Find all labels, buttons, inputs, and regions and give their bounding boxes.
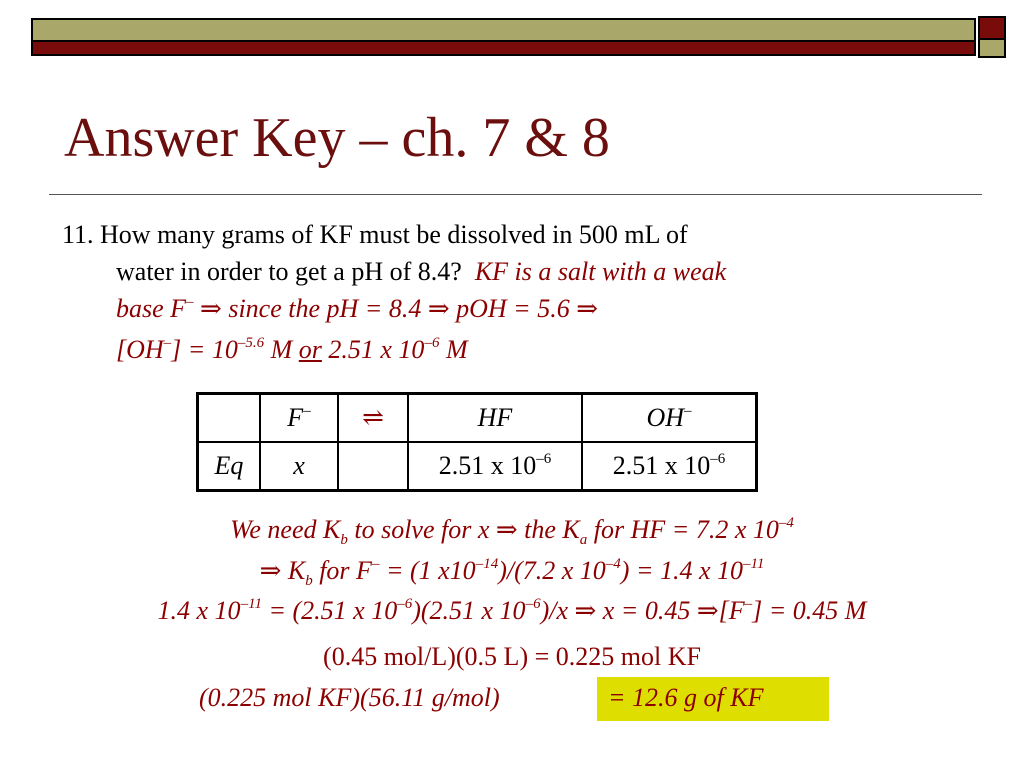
ice-table — [196, 392, 758, 492]
ice-f-sup: – — [303, 403, 311, 419]
title-divider — [49, 194, 982, 195]
work-line-2 — [0, 556, 1024, 589]
w1-a: We need K — [230, 515, 341, 544]
w2-d: )/(7.2 x 10 — [498, 556, 606, 585]
question-block — [62, 216, 962, 368]
w3-sup-4: – — [744, 596, 753, 612]
ice-header-equilibrium-arrow: ⇌ — [338, 394, 408, 443]
ice-cell-empty — [338, 442, 408, 491]
ice-f-text: F — [287, 403, 304, 432]
ice-cell-hf — [408, 442, 582, 491]
w3-d: )/x ⇒ x = 0.45 ⇒[F — [540, 596, 745, 625]
ice-eq-row — [198, 442, 757, 491]
slide-title: Answer Key – ch. 7 & 8 — [64, 107, 610, 169]
w2-sup-2: –14 — [475, 556, 499, 572]
w1-sub-1: b — [340, 532, 348, 548]
question-line-3 — [62, 290, 962, 327]
ice-header-row — [198, 394, 757, 443]
w3-sup-3: –6 — [525, 596, 541, 612]
question-line-1: 11. How many grams of KF must be dissolved in 500 mL of — [62, 220, 688, 249]
w1-sub-2: a — [579, 532, 588, 548]
w3-b: = (2.51 x 10 — [261, 596, 398, 625]
w3-sup-1: –11 — [240, 596, 262, 612]
ice-header-empty — [198, 394, 261, 443]
question-line-4 — [62, 331, 962, 368]
w3-sup-2: –6 — [397, 596, 413, 612]
line4-part-b: ] = 10 — [171, 335, 238, 364]
line3-part-b: ⇒ since the pH = 8.4 ⇒ pOH = 5.6 ⇒ — [193, 294, 599, 323]
w2-sup-1: – — [371, 556, 380, 572]
ice-hf-sup: –6 — [536, 451, 552, 467]
work-line-3 — [0, 596, 1024, 626]
line4-sup-3: –6 — [424, 335, 440, 351]
w3-e: ] = 0.45 M — [752, 596, 867, 625]
line4-part-c: M — [264, 335, 299, 364]
w3-a: 1.4 x 10 — [157, 596, 241, 625]
answer-text-red: KF is a salt with a weak — [474, 257, 727, 286]
ice-row-label: Eq — [198, 442, 261, 491]
ice-header-f — [260, 394, 338, 443]
ice-header-hf: HF — [408, 394, 582, 443]
line4-part-e: M — [439, 335, 468, 364]
question-line-2 — [62, 253, 962, 290]
line3-part-a: base F — [116, 294, 187, 323]
work-line-5: (0.225 mol KF)(56.11 g/mol) — [199, 683, 500, 712]
w1-sup: –4 — [778, 515, 794, 531]
line4-or: or — [298, 335, 322, 364]
ice-oh-sup: – — [684, 403, 692, 419]
w2-sup-3: –4 — [605, 556, 621, 572]
ice-cell-x: x — [260, 442, 338, 491]
ice-header-oh — [582, 394, 757, 443]
work-line-1 — [0, 515, 1024, 548]
line3-sup: – — [186, 294, 194, 310]
corner-square-olive — [978, 40, 1006, 58]
ice-cell-oh — [582, 442, 757, 491]
ice-oh-text: OH — [646, 403, 685, 432]
w2-sup-4: –11 — [743, 556, 765, 572]
work-line-4: (0.45 mol/L)(0.5 L) = 0.225 mol KF — [323, 642, 701, 671]
w2-a: ⇒ K — [259, 556, 306, 585]
ice-oh-sup-2: –6 — [710, 451, 726, 467]
w1-c: for HF = 7.2 x 10 — [587, 515, 779, 544]
line4-part-a: [OH — [116, 335, 164, 364]
line4-sup-2: –5.6 — [237, 335, 265, 351]
ice-hf-value: 2.51 x 10 — [438, 451, 537, 480]
w1-b: to solve for x ⇒ the K — [347, 515, 580, 544]
w2-sub: b — [305, 573, 313, 589]
w2-b: for F — [312, 556, 372, 585]
question-text-plain: water in order to get a pH of 8.4? — [116, 257, 462, 286]
line4-sup-1: – — [163, 335, 172, 351]
line4-part-d: 2.51 x 10 — [321, 335, 425, 364]
w3-c: )(2.51 x 10 — [412, 596, 526, 625]
top-decorative-bar — [31, 18, 976, 56]
w2-e: ) = 1.4 x 10 — [620, 556, 744, 585]
ice-oh-value: 2.51 x 10 — [612, 451, 711, 480]
final-answer: = 12.6 g of KF — [608, 683, 764, 712]
w2-c: = (1 x10 — [379, 556, 476, 585]
corner-square-red — [978, 16, 1006, 40]
top-bar-olive-strip — [33, 20, 974, 42]
